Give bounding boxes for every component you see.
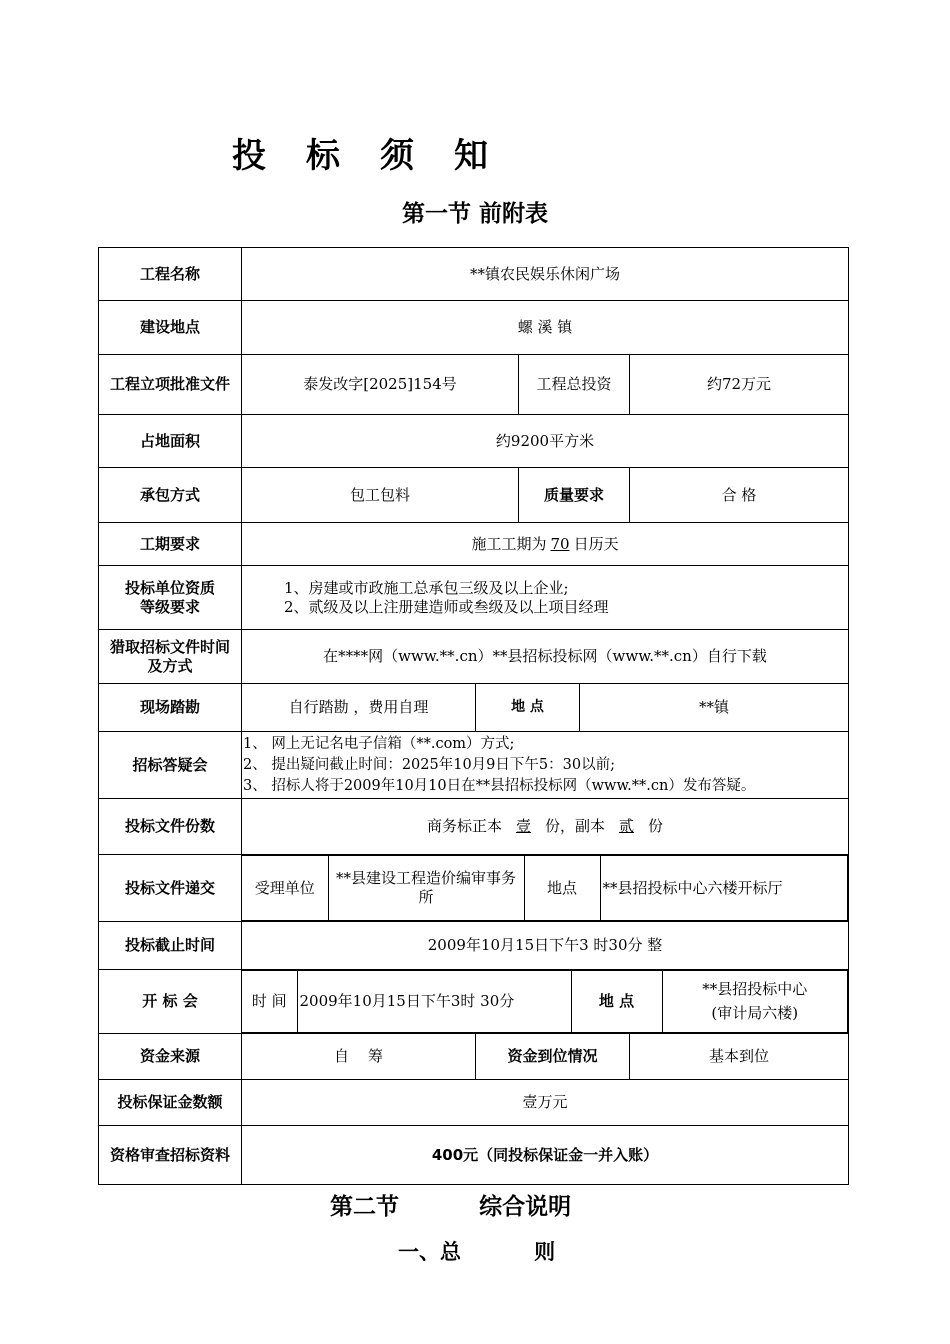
fee-value: 400元（同投标保证金一并入账）: [242, 1126, 849, 1185]
funds-label: 资金来源: [99, 1034, 242, 1080]
copies-unit: 份: [648, 817, 664, 835]
docs-label-line2: 及方式: [147, 656, 193, 675]
area-value: 约9200平方米: [242, 415, 849, 468]
area-label: 占地面积: [99, 415, 242, 468]
opening-place-line1: **县招投标中心: [702, 980, 808, 998]
copies-original-label: 商务标正本: [426, 817, 502, 835]
appendix-table: [98, 247, 849, 1185]
quality-label: 质量要求: [519, 468, 630, 523]
location-label: 建设地点: [99, 301, 242, 355]
opening-place-label: 地 点: [571, 971, 662, 1033]
duration-value: [242, 523, 849, 566]
funds-status-value: 基本到位: [630, 1034, 849, 1080]
opening-place-line2: (审计局六楼): [711, 1004, 799, 1022]
project-name-value: **镇农民娱乐休闲广场: [242, 248, 849, 301]
investment-label: 工程总投资: [519, 355, 630, 415]
page-title: 投标须知: [232, 136, 528, 176]
table-row: [99, 855, 849, 922]
opening-time-label: 时 间: [242, 971, 297, 1033]
delivery-place-value: **县招投标中心六楼开标厅: [600, 856, 848, 921]
opening-label: 开 标 会: [99, 970, 242, 1034]
bond-value: 壹万元: [242, 1080, 849, 1126]
delivery-unit-value: **县建设工程造价编审事务所: [328, 856, 524, 921]
copies-original-count: 壹: [516, 817, 532, 835]
approval-value: 泰发改字[2025]154号: [242, 355, 519, 415]
table-row: [99, 970, 849, 1034]
copies-label: 投标文件份数: [99, 799, 242, 855]
quality-value: 合 格: [630, 468, 849, 523]
docs-label: [99, 630, 242, 684]
duration-label: 工期要求: [99, 523, 242, 566]
qa-value: [242, 732, 849, 799]
table-row: [99, 799, 849, 855]
section-1-heading: 第一节 前附表: [401, 201, 548, 227]
table-row: [99, 355, 849, 415]
copies-copy-count: 贰: [619, 817, 635, 835]
duration-prefix: 施工工期为: [471, 534, 547, 553]
table-row: [99, 630, 849, 684]
table-row: [99, 922, 849, 970]
table-row: [99, 566, 849, 630]
contract-label: 承包方式: [99, 468, 242, 523]
table-row: [99, 468, 849, 523]
docs-value: 在****网（www.**.cn）**县招标投标网（www.**.cn）自行下载: [242, 630, 849, 684]
investment-value: 约72万元: [630, 355, 849, 415]
deadline-label: 投标截止时间: [99, 922, 242, 970]
delivery-unit-label: 受理单位: [242, 856, 328, 921]
qualification-value: [242, 566, 849, 630]
site-location-value: **镇: [580, 684, 849, 732]
bond-label: 投标保证金数额: [99, 1080, 242, 1126]
site-value: 自行踏勘 ，费用自理: [242, 684, 476, 732]
table-row: [99, 415, 849, 468]
table-row: [99, 1034, 849, 1080]
table-row: [99, 732, 849, 799]
qualification-label: [99, 566, 242, 630]
deadline-value: 2009年10月15日下午3 时30分 整: [242, 922, 849, 970]
copies-value: [242, 799, 849, 855]
delivery-subtable: [242, 855, 848, 921]
qa-line3: 3、 招标人将于2009年10月10日在**县招标投标网（www.**.cn）发布答疑。: [243, 777, 756, 794]
qualification-line2: 2、贰级及以上注册建造师或叁级及以上项目经理: [284, 597, 609, 616]
site-location-label: 地 点: [476, 684, 580, 732]
qualification-label-line2: 等级要求: [139, 597, 200, 616]
opening-time-value: 2009年10月15日下午3时 30分: [297, 971, 571, 1033]
approval-label: 工程立项批准文件: [99, 355, 242, 415]
qualification-label-line1: 投标单位资质: [124, 578, 215, 597]
opening-place-value: [662, 971, 848, 1033]
contract-value: 包工包料: [242, 468, 519, 523]
qa-line2: 2、 提出疑问截止时间：2025年10月9日下午5：30以前;: [243, 756, 615, 773]
location-value: 螺 溪 镇: [242, 301, 849, 355]
qa-line1: 1、 网上无记名电子信箱（**.com）方式;: [243, 735, 515, 752]
funds-status-label: 资金到位情况: [476, 1034, 630, 1080]
opening-subtable: [242, 970, 848, 1033]
table-row: [99, 301, 849, 355]
delivery-place-label: 地点: [524, 856, 600, 921]
docs-label-line1: 猎取招标文件时间: [109, 637, 230, 656]
table-row: [99, 684, 849, 732]
table-row: [99, 1126, 849, 1185]
site-label: 现场踏勘: [99, 684, 242, 732]
project-name-label: 工程名称: [99, 248, 242, 301]
delivery-label: 投标文件递交: [99, 855, 242, 922]
duration-days: 70: [550, 534, 570, 553]
section-2-heading: 第二节 综合说明: [330, 1194, 572, 1220]
table-row: [99, 248, 849, 301]
table-row: [99, 1080, 849, 1126]
qa-label: 招标答疑会: [99, 732, 242, 799]
table-row: [99, 523, 849, 566]
opening-cell: [242, 970, 849, 1034]
qualification-line1: 1、房建或市政施工总承包三级及以上企业;: [284, 578, 569, 597]
general-heading: 一、总 则: [398, 1240, 556, 1264]
fee-label: 资格审查招标资料: [99, 1126, 242, 1185]
delivery-cell: [242, 855, 849, 922]
funds-value: 自 筹: [242, 1034, 476, 1080]
copies-copy-label: 份，副本: [545, 817, 606, 835]
duration-suffix: 日历天: [573, 534, 619, 553]
